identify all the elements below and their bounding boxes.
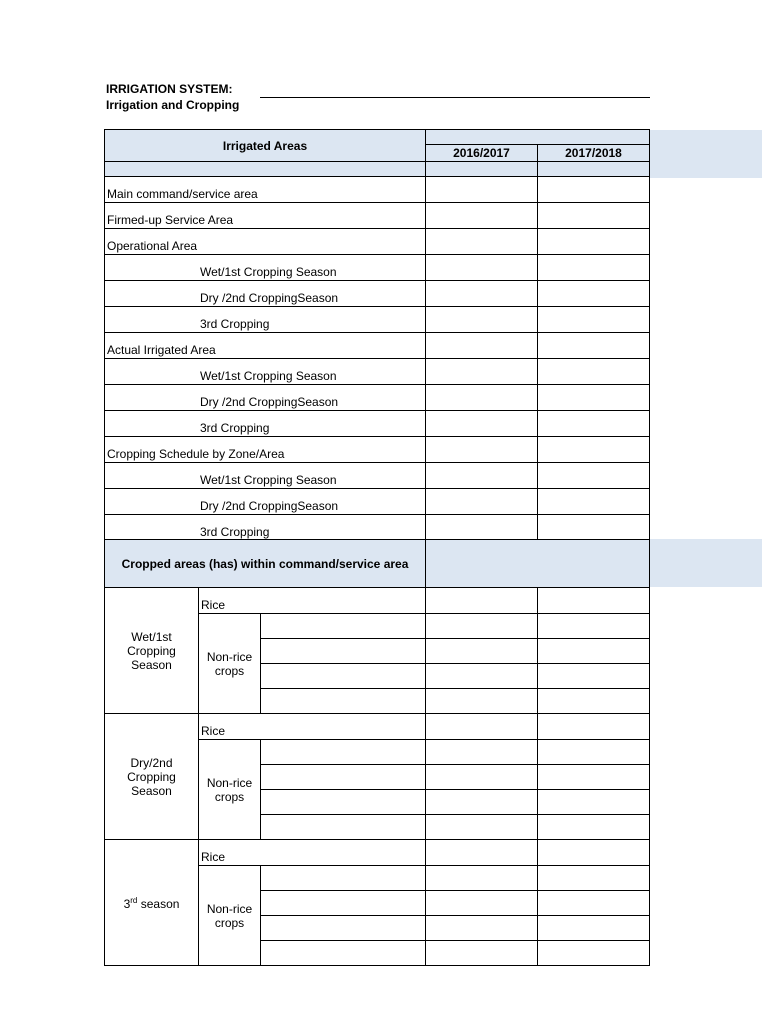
- row-label: Operational Area: [105, 229, 426, 255]
- value-cell[interactable]: [426, 714, 538, 740]
- value-cell[interactable]: [538, 229, 650, 255]
- table-row: [105, 177, 650, 203]
- value-cell[interactable]: [426, 639, 538, 664]
- value-cell[interactable]: [538, 515, 650, 541]
- value-cell[interactable]: [538, 714, 650, 740]
- crop-name-cell[interactable]: [261, 689, 426, 714]
- value-cell[interactable]: [426, 203, 538, 229]
- value-cell[interactable]: [538, 941, 650, 966]
- value-cell[interactable]: [538, 765, 650, 790]
- crop-name-cell[interactable]: [261, 664, 426, 689]
- table-row: [105, 203, 650, 229]
- season-label-text: Dry/2nd Cropping Season: [127, 755, 176, 798]
- value-cell[interactable]: [538, 203, 650, 229]
- non-rice-label: [199, 740, 261, 840]
- value-cell[interactable]: [426, 740, 538, 765]
- value-cell[interactable]: [426, 765, 538, 790]
- row-label: Wet/1st Cropping Season: [105, 463, 426, 489]
- crop-name-cell[interactable]: [261, 790, 426, 815]
- crop-name-cell[interactable]: [261, 740, 426, 765]
- season-label: [105, 840, 199, 966]
- value-cell[interactable]: [426, 255, 538, 281]
- section-band-right: [650, 539, 762, 587]
- row-label: Wet/1st Cropping Season: [105, 359, 426, 385]
- header-spacer: [426, 162, 538, 177]
- value-cell[interactable]: [538, 411, 650, 437]
- value-cell[interactable]: [538, 333, 650, 359]
- table-row: [105, 840, 650, 866]
- value-cell[interactable]: [426, 411, 538, 437]
- value-cell[interactable]: [538, 740, 650, 765]
- table-row: [105, 307, 650, 333]
- value-cell[interactable]: [426, 891, 538, 916]
- non-rice-label: [199, 866, 261, 966]
- row-label: Dry /2nd CroppingSeason: [105, 281, 426, 307]
- season-label: [105, 714, 199, 840]
- value-cell[interactable]: [538, 359, 650, 385]
- row-label: 3rd Cropping: [105, 307, 426, 333]
- value-cell[interactable]: [426, 437, 538, 463]
- season-label-text: Wet/1st Cropping Season: [127, 629, 176, 672]
- table-row: [105, 588, 650, 614]
- season-label: [105, 588, 199, 714]
- value-cell[interactable]: [426, 385, 538, 411]
- crop-name-cell[interactable]: [261, 614, 426, 639]
- value-cell[interactable]: [538, 840, 650, 866]
- value-cell[interactable]: [426, 916, 538, 941]
- row-label: 3rd Cropping: [105, 411, 426, 437]
- value-cell[interactable]: [426, 866, 538, 891]
- value-cell[interactable]: [426, 281, 538, 307]
- value-cell[interactable]: [426, 307, 538, 333]
- value-cell[interactable]: [538, 588, 650, 614]
- season-label-suffix: rd: [130, 896, 138, 905]
- table-row: [105, 385, 650, 411]
- year-group-header: [426, 130, 650, 145]
- rice-label: Rice: [199, 714, 426, 740]
- value-cell[interactable]: [538, 385, 650, 411]
- value-cell[interactable]: [538, 891, 650, 916]
- header-spacer: [105, 162, 426, 177]
- table-row: [105, 359, 650, 385]
- value-cell[interactable]: [426, 790, 538, 815]
- value-cell[interactable]: [538, 177, 650, 203]
- value-cell[interactable]: [426, 333, 538, 359]
- rice-label: Rice: [199, 588, 426, 614]
- crop-name-cell[interactable]: [261, 815, 426, 840]
- value-cell[interactable]: [426, 489, 538, 515]
- table-row: [105, 463, 650, 489]
- crop-name-cell[interactable]: [261, 916, 426, 941]
- crop-name-cell[interactable]: [261, 765, 426, 790]
- row-label: 3rd Cropping: [105, 515, 426, 541]
- value-cell[interactable]: [426, 941, 538, 966]
- table-row: [105, 411, 650, 437]
- value-cell[interactable]: [538, 790, 650, 815]
- crop-name-cell[interactable]: [261, 866, 426, 891]
- value-cell[interactable]: [426, 664, 538, 689]
- row-label: Dry /2nd CroppingSeason: [105, 385, 426, 411]
- page-title: IRRIGATION SYSTEM:: [106, 82, 233, 96]
- crop-name-cell[interactable]: [261, 639, 426, 664]
- value-cell[interactable]: [538, 664, 650, 689]
- value-cell[interactable]: [538, 689, 650, 714]
- table-row: [105, 714, 650, 740]
- page-subtitle: Irrigation and Cropping: [106, 98, 240, 112]
- title-underline: [260, 97, 650, 98]
- value-cell[interactable]: [538, 815, 650, 840]
- value-cell[interactable]: [538, 916, 650, 941]
- value-cell[interactable]: [538, 281, 650, 307]
- irrigated-areas-heading: Irrigated Areas: [105, 130, 426, 162]
- season-label-rest: season: [137, 897, 180, 911]
- row-label: Firmed-up Service Area: [105, 203, 426, 229]
- value-cell[interactable]: [426, 815, 538, 840]
- value-cell[interactable]: [426, 515, 538, 541]
- rice-label: Rice: [199, 840, 426, 866]
- cropped-areas-table: [104, 539, 650, 966]
- non-rice-label-text: Non-rice crops: [206, 775, 253, 804]
- table-row: [105, 255, 650, 281]
- value-cell[interactable]: [426, 463, 538, 489]
- season-label-number: 3: [123, 897, 131, 911]
- value-cell[interactable]: [426, 229, 538, 255]
- value-cell[interactable]: [426, 359, 538, 385]
- year-header-2017-2018: 2017/2018: [538, 145, 650, 162]
- row-label: Cropping Schedule by Zone/Area: [105, 437, 426, 463]
- value-cell[interactable]: [538, 463, 650, 489]
- non-rice-label-text: Non-rice crops: [206, 901, 253, 930]
- value-cell[interactable]: [538, 639, 650, 664]
- year-header-2016-2017: 2016/2017: [426, 145, 538, 162]
- row-label: Dry /2nd CroppingSeason: [105, 489, 426, 515]
- header-spacer: [538, 162, 650, 177]
- table-row: [105, 489, 650, 515]
- value-cell[interactable]: [538, 437, 650, 463]
- value-cell[interactable]: [538, 614, 650, 639]
- row-label: Main command/service area: [105, 177, 426, 203]
- value-cell[interactable]: [538, 307, 650, 333]
- table-row: [105, 333, 650, 359]
- table-row: [105, 229, 650, 255]
- value-cell[interactable]: [426, 177, 538, 203]
- irrigated-areas-table: [104, 129, 650, 567]
- value-cell[interactable]: [538, 489, 650, 515]
- value-cell[interactable]: [426, 689, 538, 714]
- crop-name-cell[interactable]: [261, 891, 426, 916]
- value-cell[interactable]: [538, 255, 650, 281]
- value-cell[interactable]: [426, 614, 538, 639]
- row-label: Wet/1st Cropping Season: [105, 255, 426, 281]
- crop-name-cell[interactable]: [261, 941, 426, 966]
- cropped-areas-heading: Cropped areas (has) within command/service area: [105, 540, 426, 588]
- header-band-right: [650, 130, 762, 178]
- table-row: [105, 515, 650, 541]
- non-rice-label-text: Non-rice crops: [206, 649, 253, 678]
- table-row: [105, 437, 650, 463]
- table-row: [105, 281, 650, 307]
- value-cell[interactable]: [426, 840, 538, 866]
- row-label: Actual Irrigated Area: [105, 333, 426, 359]
- value-cell[interactable]: [426, 588, 538, 614]
- value-cell[interactable]: [538, 866, 650, 891]
- cropped-areas-heading-fill: [426, 540, 650, 588]
- non-rice-label: [199, 614, 261, 714]
